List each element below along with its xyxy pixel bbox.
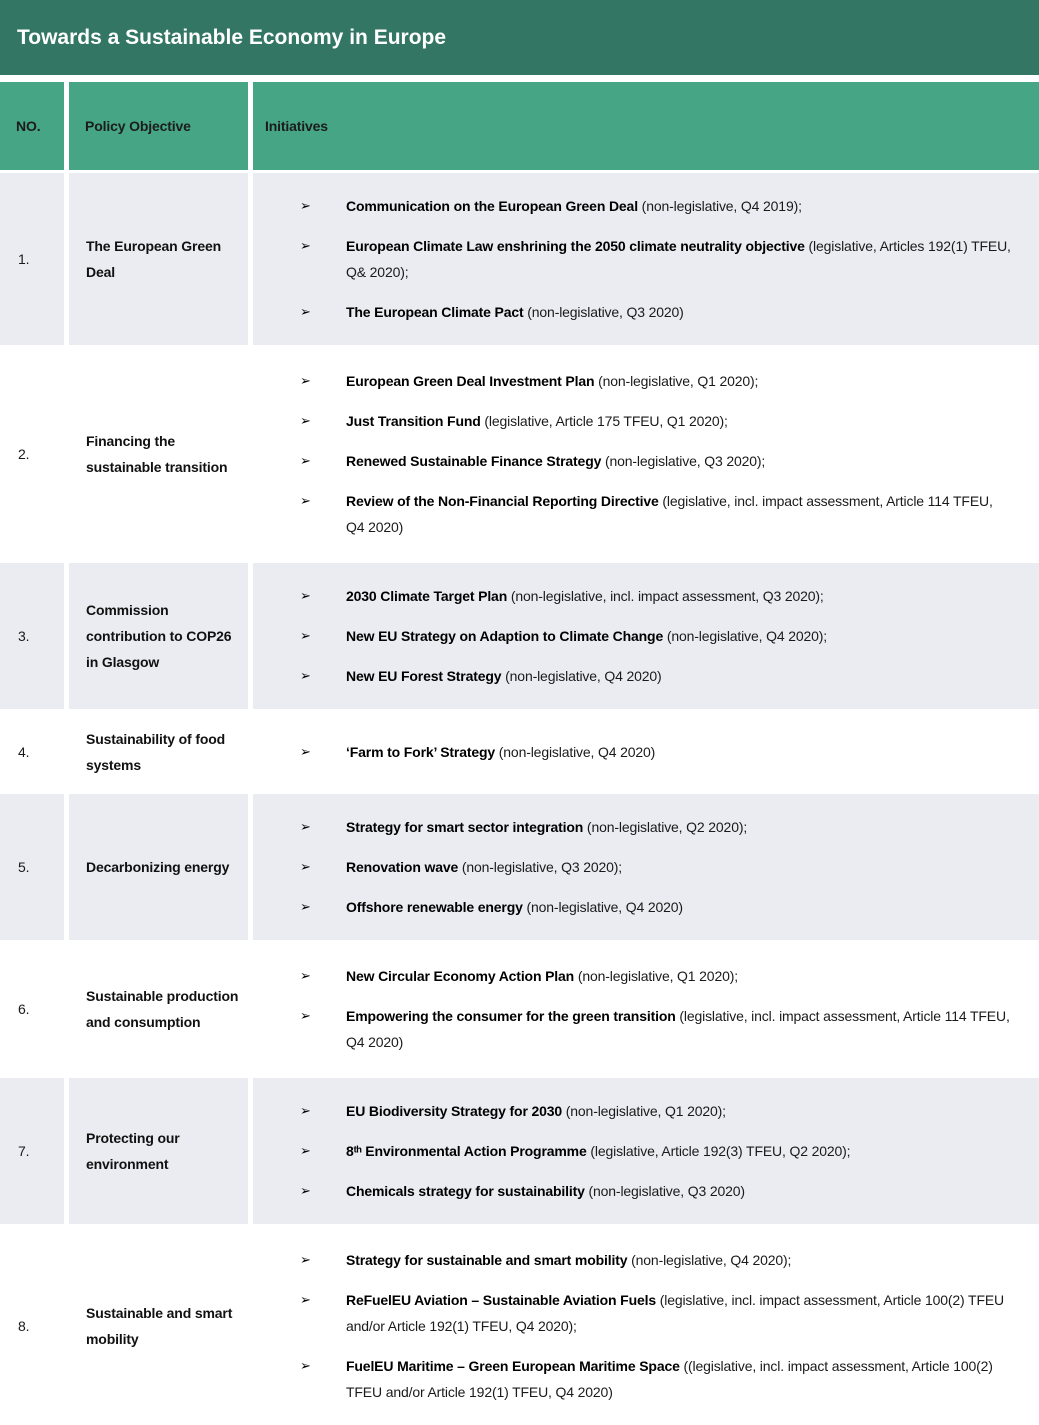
initiative-name: The European Climate Pact [346, 304, 524, 320]
arrow-bullet-icon: ➢ [300, 1252, 311, 1267]
policy-objective-cell: Sustainable and smart mobility [69, 1227, 248, 1425]
initiative-detail: (non-legislative, Q4 2020); [663, 628, 827, 644]
initiative-name: Renewed Sustainable Finance Strategy [346, 453, 602, 469]
policy-objective-cell: Protecting our environment [69, 1078, 248, 1224]
initiative-item [253, 1003, 1039, 1055]
initiative-item [253, 663, 1039, 689]
initiatives-cell [253, 1078, 1039, 1224]
page-title: Towards a Sustainable Economy in Europe [17, 25, 447, 49]
arrow-bullet-icon: ➢ [300, 899, 311, 914]
initiative-text [346, 368, 1013, 394]
table-header-row [0, 82, 1039, 170]
table-row [0, 173, 1039, 345]
initiative-item [253, 1247, 1039, 1273]
initiative-item [253, 448, 1039, 474]
arrow-bullet-icon: ➢ [300, 198, 311, 213]
initiative-name: New Circular Economy Action Plan [346, 968, 575, 984]
table-row [0, 1227, 1039, 1425]
initiative-item [253, 623, 1039, 649]
initiative-detail: (legislative, Article 175 TFEU, Q1 2020); [480, 413, 728, 429]
initiative-name: Strategy for sustainable and smart mobility [346, 1252, 628, 1268]
initiatives-cell [253, 563, 1039, 709]
initiatives-cell [253, 943, 1039, 1075]
initiative-item [253, 1098, 1039, 1124]
column-header-initiatives: Initiatives [253, 82, 1039, 170]
policy-objective-cell: Commission contribution to COP26 in Glasgow [69, 563, 248, 709]
initiative-text [346, 583, 1013, 609]
row-number-cell: 3. [0, 563, 64, 709]
initiative-detail: (non-legislative, Q3 2020); [458, 859, 623, 875]
initiative-name: 8ᵗʰ Environmental Action Programme [346, 1143, 587, 1159]
table-row [0, 563, 1039, 709]
arrow-bullet-icon: ➢ [300, 1292, 311, 1307]
initiative-name: EU Biodiversity Strategy for 2030 [346, 1103, 563, 1119]
initiative-text [346, 299, 1013, 325]
initiative-item [253, 408, 1039, 434]
initiative-item [253, 368, 1039, 394]
initiative-detail: (legislative, incl. impact assessment, Article 114 TFEU, Q4 2020) [346, 1008, 1010, 1050]
initiative-name: Communication on the European Green Deal [346, 198, 638, 214]
row-number-cell: 1. [0, 173, 64, 345]
initiative-name: Offshore renewable energy [346, 899, 523, 915]
initiative-item [253, 583, 1039, 609]
table-row [0, 348, 1039, 560]
initiative-detail: (non-legislative, Q4 2020) [522, 899, 683, 915]
initiative-text [346, 233, 1013, 285]
initiative-detail: ((legislative, incl. impact assessment, Article 100(2) TFEU and/or Article 192(1) TFEU, Q4 2020) [346, 1358, 993, 1400]
row-number-cell: 6. [0, 943, 64, 1075]
initiatives-cell [253, 712, 1039, 791]
initiative-text [346, 1287, 1013, 1339]
initiative-text [346, 894, 1013, 920]
arrow-bullet-icon: ➢ [300, 668, 311, 683]
initiative-name: European Climate Law enshrining the 2050 climate neutrality objective [346, 238, 805, 254]
initiative-name: ReFuelEU Aviation – Sustainable Aviation Fuels [346, 1292, 656, 1308]
table-row [0, 794, 1039, 940]
arrow-bullet-icon: ➢ [300, 743, 311, 759]
initiative-text [346, 488, 1013, 540]
row-number-cell: 2. [0, 348, 64, 560]
arrow-bullet-icon: ➢ [300, 493, 311, 508]
initiative-name: Renovation wave [346, 859, 459, 875]
policy-objective-cell: Decarbonizing energy [69, 794, 248, 940]
initiatives-cell [253, 794, 1039, 940]
initiative-name: 2030 Climate Target Plan [346, 588, 508, 604]
initiative-text [346, 1138, 1013, 1164]
arrow-bullet-icon: ➢ [300, 1143, 311, 1158]
initiative-name: Chemicals strategy for sustainability [346, 1183, 585, 1199]
initiative-detail: (non-legislative, Q3 2020) [584, 1183, 745, 1199]
initiatives-cell [253, 1227, 1039, 1425]
policy-objective-cell: Sustainable production and consumption [69, 943, 248, 1075]
initiative-name: Just Transition Fund [346, 413, 481, 429]
policy-table [0, 82, 1039, 1425]
row-number-cell: 7. [0, 1078, 64, 1224]
table-row [0, 943, 1039, 1075]
arrow-bullet-icon: ➢ [300, 304, 311, 319]
initiative-detail: (non-legislative, Q2 2020); [583, 819, 748, 835]
initiative-text [346, 448, 1013, 474]
initiative-name: FuelEU Maritime – Green European Maritime Space [346, 1358, 680, 1374]
initiative-text [346, 663, 1013, 689]
initiative-item [253, 963, 1039, 989]
initiative-item [253, 1138, 1039, 1164]
initiative-text [346, 814, 1013, 840]
initiative-name: New EU Strategy on Adaption to Climate Change [346, 628, 664, 644]
initiative-item [253, 854, 1039, 880]
initiative-item [253, 814, 1039, 840]
initiative-item [253, 1178, 1039, 1204]
initiative-text [346, 1098, 1013, 1124]
initiative-item [253, 488, 1039, 540]
initiative-detail: (legislative, incl. impact assessment, Article 100(2) TFEU and/or Article 192(1) TFEU, Q4 2020); [346, 1292, 1004, 1334]
initiative-text [346, 1003, 1013, 1055]
arrow-bullet-icon: ➢ [300, 1008, 311, 1023]
arrow-bullet-icon: ➢ [300, 628, 311, 643]
initiative-detail: (legislative, Articles 192(1) TFEU, Q& 2020); [346, 238, 1011, 280]
initiative-text [346, 1353, 1013, 1405]
initiative-name: Strategy for smart sector integration [346, 819, 584, 835]
initiative-item [253, 739, 1039, 765]
arrow-bullet-icon: ➢ [300, 968, 311, 983]
initiative-detail: (non-legislative, Q4 2020) [495, 743, 656, 760]
initiative-item [253, 1287, 1039, 1339]
initiative-text [346, 623, 1013, 649]
initiative-text [346, 408, 1013, 434]
column-header-no: NO. [0, 82, 64, 170]
arrow-bullet-icon: ➢ [300, 1358, 311, 1373]
initiative-detail: (non-legislative, Q4 2020) [501, 668, 662, 684]
arrow-bullet-icon: ➢ [300, 588, 311, 603]
initiative-detail: (non-legislative, Q3 2020) [523, 304, 684, 320]
row-number-cell: 8. [0, 1227, 64, 1425]
table-row [0, 1078, 1039, 1224]
initiative-name: New EU Forest Strategy [346, 668, 502, 684]
initiative-detail: (non-legislative, Q4 2020); [627, 1252, 792, 1268]
row-number-cell: 5. [0, 794, 64, 940]
initiative-detail: (legislative, incl. impact assessment, Article 114 TFEU, Q4 2020) [346, 493, 993, 535]
initiative-text [346, 1178, 1013, 1204]
initiative-detail: (non-legislative, incl. impact assessment, Q3 2020); [507, 588, 824, 604]
policy-objective-cell: Financing the sustainable transition [69, 348, 248, 560]
arrow-bullet-icon: ➢ [300, 1183, 311, 1198]
arrow-bullet-icon: ➢ [300, 453, 311, 468]
arrow-bullet-icon: ➢ [300, 238, 311, 253]
initiative-name: European Green Deal Investment Plan [346, 373, 595, 389]
initiative-detail: (non-legislative, Q1 2020); [562, 1103, 726, 1119]
initiative-name: Review of the Non-Financial Reporting Directive [346, 493, 659, 509]
initiative-item [253, 193, 1039, 219]
initiative-text [346, 739, 1013, 765]
initiative-item [253, 233, 1039, 285]
initiative-text [346, 854, 1013, 880]
initiative-text [346, 963, 1013, 989]
table-row [0, 712, 1039, 791]
row-number-cell: 4. [0, 712, 64, 791]
policy-objective-cell: Sustainability of food systems [69, 712, 248, 791]
initiative-item [253, 894, 1039, 920]
initiative-text [346, 1247, 1013, 1273]
initiatives-cell [253, 173, 1039, 345]
initiative-detail: (non-legislative, Q4 2019); [637, 198, 802, 214]
document-title-banner [0, 0, 1039, 75]
column-header-policy-objective: Policy Objective [69, 82, 248, 170]
initiative-detail: (non-legislative, Q1 2020); [594, 373, 759, 389]
initiative-detail: (non-legislative, Q3 2020); [601, 453, 766, 469]
arrow-bullet-icon: ➢ [300, 819, 311, 834]
arrow-bullet-icon: ➢ [300, 1103, 311, 1118]
initiatives-cell [253, 348, 1039, 560]
initiative-item [253, 299, 1039, 325]
initiative-text [346, 193, 1013, 219]
initiative-name: ‘Farm to Fork’ Strategy [346, 743, 496, 760]
initiative-name: Empowering the consumer for the green transition [346, 1008, 676, 1024]
initiative-item [253, 1353, 1039, 1405]
policy-objective-cell: The European Green Deal [69, 173, 248, 345]
arrow-bullet-icon: ➢ [300, 859, 311, 874]
initiative-detail: (legislative, Article 192(3) TFEU, Q2 2020); [586, 1143, 851, 1159]
arrow-bullet-icon: ➢ [300, 373, 311, 388]
initiative-detail: (non-legislative, Q1 2020); [574, 968, 738, 984]
arrow-bullet-icon: ➢ [300, 413, 311, 428]
